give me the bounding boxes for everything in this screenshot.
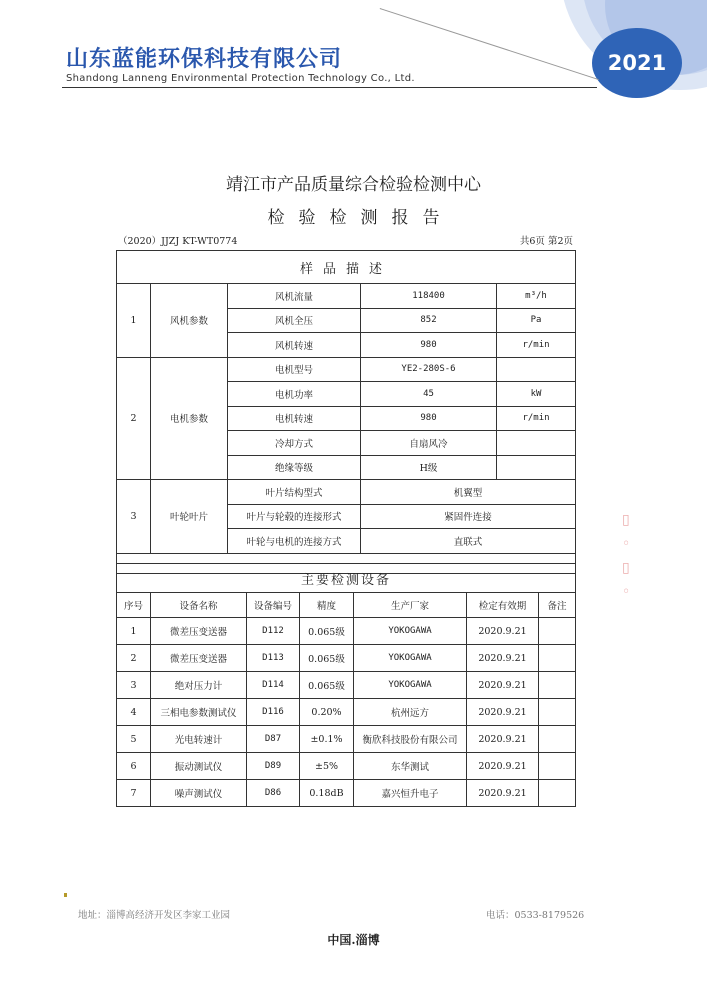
param-name: 电机转速 bbox=[228, 406, 361, 431]
cell: YOKOGAWA bbox=[354, 618, 467, 645]
group-number: 2 bbox=[117, 357, 151, 480]
cell: 0.065级 bbox=[300, 618, 354, 645]
company-name-en: Shandong Lanneng Environmental Protection Technology Co., Ltd. bbox=[66, 73, 415, 84]
cell: YOKOGAWA bbox=[354, 672, 467, 699]
cell: 绝对压力计 bbox=[151, 672, 247, 699]
cell: 6 bbox=[117, 753, 151, 780]
company-phone: 电话：0533-8179526 bbox=[486, 910, 585, 921]
cell: 2020.9.21 bbox=[467, 645, 539, 672]
group-name: 风机参数 bbox=[151, 284, 228, 358]
param-unit: r/min bbox=[497, 333, 576, 358]
cell: 杭州远方 bbox=[354, 699, 467, 726]
cell: ±5% bbox=[300, 753, 354, 780]
decor-mark bbox=[64, 893, 67, 897]
column-header: 备注 bbox=[539, 593, 576, 618]
seal-stamp-fragment: ▯ ◦ ▯ ◦ bbox=[622, 512, 631, 600]
param-value: H级 bbox=[361, 455, 497, 480]
header-divider bbox=[62, 87, 597, 88]
param-value: 直联式 bbox=[361, 529, 576, 554]
param-name: 叶片与轮毂的连接形式 bbox=[228, 504, 361, 529]
table-row bbox=[117, 645, 576, 672]
param-value: 自扇风冷 bbox=[361, 431, 497, 456]
cell: 5 bbox=[117, 726, 151, 753]
cell: 微差压变送器 bbox=[151, 618, 247, 645]
cell bbox=[539, 618, 576, 645]
param-unit: kW bbox=[497, 382, 576, 407]
param-name: 风机流量 bbox=[228, 284, 361, 309]
cell: 微差压变送器 bbox=[151, 645, 247, 672]
column-header: 精度 bbox=[300, 593, 354, 618]
table-row bbox=[117, 753, 576, 780]
footer-city: 中国.淄博 bbox=[327, 933, 380, 947]
table-row bbox=[117, 357, 576, 382]
cell bbox=[539, 726, 576, 753]
cell: 2020.9.21 bbox=[467, 618, 539, 645]
cell: 3 bbox=[117, 672, 151, 699]
cell: ±0.1% bbox=[300, 726, 354, 753]
table-row bbox=[117, 672, 576, 699]
table-row bbox=[117, 480, 576, 505]
cell: D114 bbox=[247, 672, 300, 699]
cell: D116 bbox=[247, 699, 300, 726]
param-unit bbox=[497, 455, 576, 480]
param-unit: Pa bbox=[497, 308, 576, 333]
cell: 振动测试仪 bbox=[151, 753, 247, 780]
column-header: 生产厂家 bbox=[354, 593, 467, 618]
cell: D112 bbox=[247, 618, 300, 645]
param-value: 紧固件连接 bbox=[361, 504, 576, 529]
cell: D86 bbox=[247, 780, 300, 807]
param-unit bbox=[497, 357, 576, 382]
sample-section-heading: 样品描述 bbox=[117, 251, 576, 284]
group-number: 3 bbox=[117, 480, 151, 554]
cell: 噪声测试仪 bbox=[151, 780, 247, 807]
param-name: 电机型号 bbox=[228, 357, 361, 382]
column-header: 设备编号 bbox=[247, 593, 300, 618]
param-unit: r/min bbox=[497, 406, 576, 431]
cell: 4 bbox=[117, 699, 151, 726]
report-number: （2020）JJZJ KT-WT0774 bbox=[118, 236, 238, 247]
cell: YOKOGAWA bbox=[354, 645, 467, 672]
table-header-row bbox=[117, 593, 576, 618]
inspection-center-name: 靖江市产品质量综合检验检测中心 bbox=[226, 175, 481, 195]
cell bbox=[539, 672, 576, 699]
group-name: 叶轮叶片 bbox=[151, 480, 228, 554]
sample-description-table bbox=[116, 250, 576, 574]
param-value: 980 bbox=[361, 406, 497, 431]
cell bbox=[539, 780, 576, 807]
cell: 2 bbox=[117, 645, 151, 672]
param-value: YE2-280S-6 bbox=[361, 357, 497, 382]
cell bbox=[539, 645, 576, 672]
cell: 0.18dB bbox=[300, 780, 354, 807]
cell: 2020.9.21 bbox=[467, 753, 539, 780]
cell: 2020.9.21 bbox=[467, 672, 539, 699]
page-info: 共6页 第2页 bbox=[519, 236, 573, 247]
cell: 0.065级 bbox=[300, 645, 354, 672]
param-name: 电机功率 bbox=[228, 382, 361, 407]
cell: 2020.9.21 bbox=[467, 780, 539, 807]
cell: D113 bbox=[247, 645, 300, 672]
param-value: 45 bbox=[361, 382, 497, 407]
cell: 0.065级 bbox=[300, 672, 354, 699]
cell: 2020.9.21 bbox=[467, 699, 539, 726]
param-unit bbox=[497, 431, 576, 456]
group-name: 电机参数 bbox=[151, 357, 228, 480]
column-header: 检定有效期 bbox=[467, 593, 539, 618]
cell: 2020.9.21 bbox=[467, 726, 539, 753]
column-header: 序号 bbox=[117, 593, 151, 618]
equipment-table bbox=[116, 563, 576, 807]
param-name: 风机转速 bbox=[228, 333, 361, 358]
param-unit: m³/h bbox=[497, 284, 576, 309]
cell: 嘉兴恒升电子 bbox=[354, 780, 467, 807]
table-row bbox=[117, 780, 576, 807]
param-name: 冷却方式 bbox=[228, 431, 361, 456]
table-row bbox=[117, 284, 576, 309]
cell: 衡欣科技股份有限公司 bbox=[354, 726, 467, 753]
cell: D89 bbox=[247, 753, 300, 780]
param-value: 852 bbox=[361, 308, 497, 333]
cell: 1 bbox=[117, 618, 151, 645]
cell bbox=[539, 699, 576, 726]
cell: 7 bbox=[117, 780, 151, 807]
equipment-section-heading: 主要检测设备 bbox=[117, 564, 576, 593]
param-name: 绝缘等级 bbox=[228, 455, 361, 480]
param-name: 叶轮与电机的连接方式 bbox=[228, 529, 361, 554]
year-badge: 2021 bbox=[592, 28, 682, 98]
param-name: 风机全压 bbox=[228, 308, 361, 333]
table-row bbox=[117, 699, 576, 726]
cell: D87 bbox=[247, 726, 300, 753]
param-value: 机翼型 bbox=[361, 480, 576, 505]
cell: 0.20% bbox=[300, 699, 354, 726]
column-header: 设备名称 bbox=[151, 593, 247, 618]
company-name-cn: 山东蓝能环保科技有限公司 bbox=[66, 47, 343, 72]
company-address: 地址：淄博高经济开发区李家工业园 bbox=[78, 910, 231, 921]
table-row bbox=[117, 618, 576, 645]
table-row bbox=[117, 726, 576, 753]
cell bbox=[539, 753, 576, 780]
report-title: 检验检测报告 bbox=[267, 208, 454, 228]
param-name: 叶片结构型式 bbox=[228, 480, 361, 505]
param-value: 118400 bbox=[361, 284, 497, 309]
cell: 东华测试 bbox=[354, 753, 467, 780]
cell: 三相电参数测试仪 bbox=[151, 699, 247, 726]
param-value: 980 bbox=[361, 333, 497, 358]
decor-slant-line bbox=[380, 8, 599, 80]
group-number: 1 bbox=[117, 284, 151, 358]
cell: 光电转速计 bbox=[151, 726, 247, 753]
